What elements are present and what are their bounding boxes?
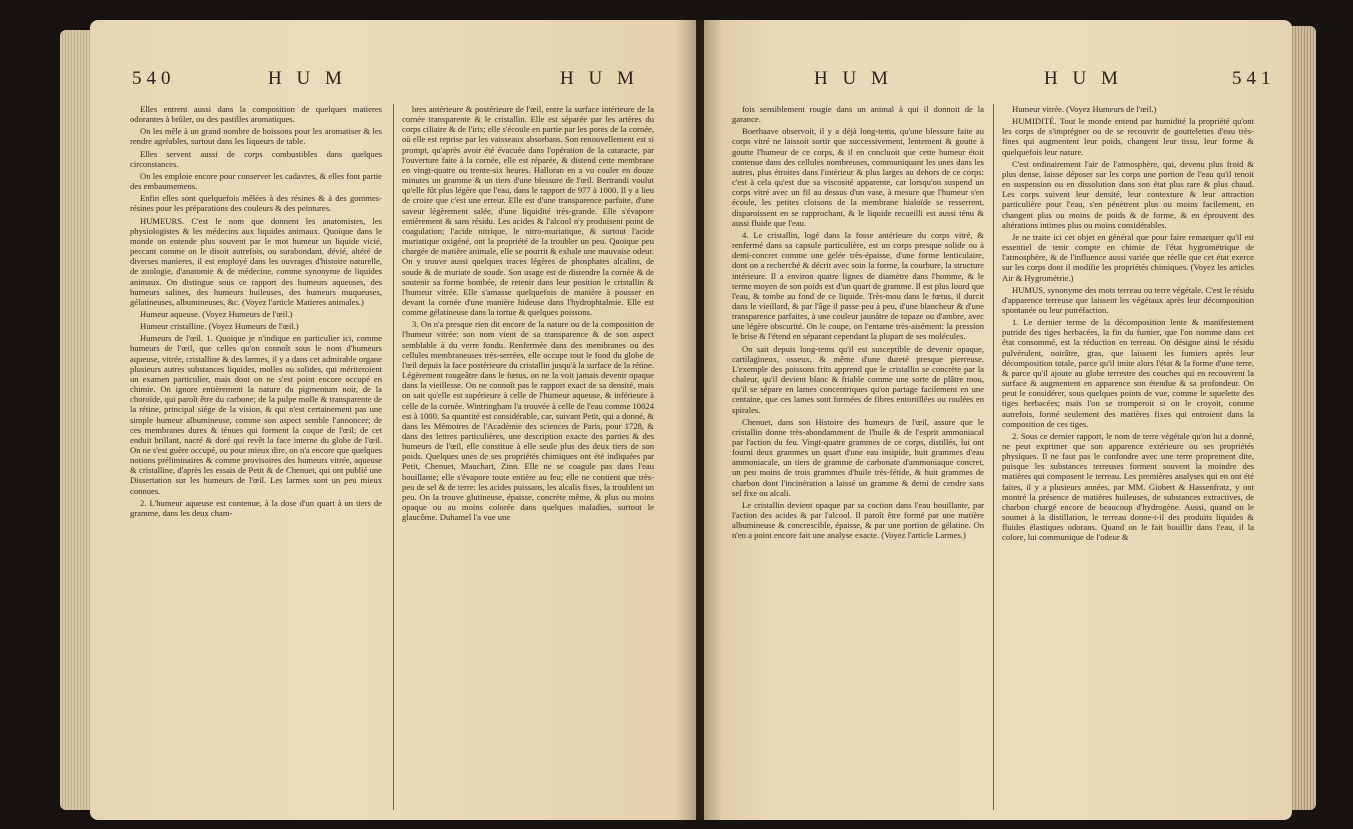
left-page-header — [90, 68, 696, 98]
left-page-edges — [60, 30, 94, 810]
right-running-head-1: H U M — [814, 68, 893, 89]
text-paragraph: 4. Le cristallin, logé dans la fosse antérieure du corps vitré, & renfermé dans sa capsule particulière, est un corps presque solide ou à demi-concret comme une gelée très-épaisse, d'une forme lenticulaire, dont on a recherché & décrit avec soin la forme, la courbure, la structure intérieure. Il a environ quatre lignes de diamètre dans l'homme, & le terme moyen de son poids est d'un quart de gramme. Il est plus lourd que l'eau, & tombe au fond de ce liquide. Très-mou dans le fœtus, il durcit dans le vieillard, & par l'âge il passe peu à peu, d'une blancheur & d'une transparence parfaites, à une couleur jaunâtre de topaze ou d'ambre, avec une légère obscurité. On le coupe, on l'entame très-aisément: la pression le brise & l'étend en séparant cependant la plupart de ses molécules. — [732, 229, 984, 342]
text-paragraph: On les emploie encore pour conserver les cadavres, & elles font partie des embaumemens. — [130, 170, 382, 192]
text-paragraph: Enfin elles sont quelquefois mêlées à des résines & à des gommes-résines pour les préparations des couleurs & des peintures. — [130, 193, 382, 214]
text-paragraph: Humeur vitrée. (Voyez Humeurs de l'œil.) — [1012, 104, 1157, 114]
text-paragraph: Chenuet, dans son Histoire des humeurs de l'œil, assure que le cristallin donne très-abondamment de l'huile & de l'esprit ammoniacal par l'action du feu. Vingt-quatre grammes de ce corps, distillés, lui ont fourni deux grammes un quart d'une eau insipide, huit grammes d'eau ammoniacale, un tiers de gramme de carbonate d'ammoniaque concret, un peu moins de trois grammes d'huile très-fétide, & huit grammes de charbon dont l'incinération a laissé un gramme & demi de cendre sans sel fixe ou alcali. — [732, 416, 984, 498]
text-paragraph: Humeurs de l'œil. 1. Quoique je n'indique en particulier ici, comme humeurs de l'œil, que celles qu'on connoît sous le nom d'humeurs aqueuse, vitrée, cristalline & des larmes, il y a dans cet admirable organe plusieurs autres substances liquides, molles ou solides, qui mériteroient un examen particulier, mais dont on ne s'est point encore occupé en chimie. On ignore entièrement la nature du pigmentum noir, de la choroïde, qui paroît être du carbone; de la pulpe molle & transparente de la rétine, principal siége de la vision, & qui n'est certainement pas une simple humeur albumineuse, comme son aspect semble l'annoncer; de ces membranes dures & ténues qui forment la coque de l'œil; de cet enduit brillant, nacré & doré qui revêt la face interne du globe de l'œil. On ne s'est guère occupé, ou pour mieux dire, on n'a encore que quelques notions préliminaires & comme provisoires des humeurs vitrée, aqueuse & cristalline, d'après les essais de Petit & de Chenuet, qui ont publié une Dissertation sur les humeurs de l'œil. Les larmes sont un peu mieux connues. — [130, 333, 382, 496]
right-page-edges — [1290, 26, 1316, 810]
right-page-column-1 — [732, 104, 984, 543]
right-page-column-2 — [1002, 104, 1254, 545]
text-paragraph: bres antérieure & postérieure de l'œil, entre la surface intérieure de la cornée transparente & le cristallin. Elle est séparée par les artères du corps ciliaire & de l'iris; elle s'écoule en partie par les pores de la cornée, où elle est reprise par les vaisseaux absorbans. Son renouvellement est si prompt, qu'après avoir été évacuée dans l'opération de la cataracte, par l'ouverture faite à la cornée, elle est réparée, & distend cette membrane en vingt-quatre ou trente-six heures. Halloran en a vu couler en douze minutes un gramme & un tiers d'une blessure de l'œil. Bertrandi voulut qu'elle fût plus légère que l'eau, dans le rapport de 977 à 1000. Il y a lieu de croire que c'est une erreur. Elle est d'une transparence parfaite, d'une saveur légèrement salée, d'une liquidité très-grande. Elle s'évapore entièrement & sans résidu. Les acides & l'alcool n'y produisent point de coagulation; l'acide nitrique, le nitro-muriatique, & surtout l'acide muriatique oxigéné, ont la propriété de la troubler un peu. Quoique peu chargée de matière animale, elle se pourrit & exhale une mauvaise odeur. On y trouve aussi quelques traces légères de phosphates alcalins, de soude & de muriate de soude. Son usage est de distendre la cornée & de soutenir sa forme bombée, de retenir dans leur position le cristallin & l'humeur vitrée. Elle s'amasse quelquefois de manière à pousser en devant la cornée d'une manière hideuse dans l'hydrophtalmie. Elle est comme gélatineuse dans la tortue & quelques poissons. — [402, 104, 654, 318]
left-page-number: 540 — [132, 68, 176, 89]
text-paragraph: Le cristallin devient opaque par sa coction dans l'eau bouillante, par l'action des acides & par l'alcool. Il paroît être formé par une matière albumineuse & concrescible, épaisse, & par une portion de gélatine. On n'en a point encore fait une analyse exacte. (Voyez l'article Larmes.) — [732, 499, 984, 541]
text-paragraph: On les mêle à un grand nombre de boissons pour les aromatiser & les rendre agréables, surtout dans les liqueurs de table. — [130, 126, 382, 147]
right-page — [704, 20, 1292, 820]
text-paragraph: fois sensiblement rougie dans un animal à qui il donnoit de la garance. — [732, 104, 984, 125]
text-paragraph: Boerhaave observoit, il y a déjà long-tems, qu'une blessure faite au corps vitré ne laissoit sortir que successivement, lentement & goutte à goutte l'humeur de ce corps, & il en concluoit que cette humeur étoit contenue dans des cellules nombreuses, communiquant les unes dans les autres, plus étroites dans l'intérieur & plus larges au dehors de ce corps: c'est à cela qu'est due sa viscosité apparente, car lorsqu'on suspend un corps vitré avec un fil au dessus d'un vase, à mesure que l'humeur s'en écoule, les petites cloisons de la membrane hialoïde se resserrent, disparoissent en se rapprochant, & le liquide recueilli est aussi ténu & aussi fluide que l'eau. — [732, 126, 984, 228]
left-page-column-rule — [393, 104, 394, 810]
text-paragraph: 2. Sous ce dernier rapport, le nom de terre végétale qu'on lui a donné, ne peut exprimer que son apparence extérieure ou ses propriétés physiques. Il ne faut pas le confondre avec une terre proprement dite, puisque les substances terreuses forment souvent la moindre des matières qui composent le terreau. Les premières analyses qui en ont été faites, il y a plusieurs années, par MM. Giobert & Hassenfratz, y ont montré la présence de matières huileuses, de substances extractives, de charbon chargé encore de beaucoup d'hydrogène. Aussi, quand on le soumet à la distillation, le terreau donne-t-il des produits liquides & fluides élastiques odorans. Quand on le fait bouillir dans l'eau, il la colore, lui communique de l'odeur & — [1002, 430, 1254, 543]
text-paragraph: Elles servent aussi de corps combustibles dans quelques circonstances. — [130, 148, 382, 169]
text-paragraph: 1. Le dernier terme de la décomposition lente & manifestement putride des tiges herbacées, la fin du fumier, que l'on nomme dans cet état consommé, est la réduction en terreau. On désigne ainsi le résidu pulvérulent, noirâtre, gras, que laissent les fumiers après leur décomposition totale, parce qu'il imite alors l'état & la forme d'une terre, & parce qu'il ajoute au globe terrestre des couches qui en recouvrent la surface & augmentent en apparence son étendue & sa profondeur. On peut le considérer, sous quelques points de vue, comme le squelette des tiges herbacées; mais l'on se tromperoit si on le croyoit, comme autrefois, formé seulement des matières fixes qui entroient dans la composition de ces tiges. — [1002, 317, 1254, 429]
text-paragraph: HUMUS, synonyme des mots terreau ou terre végétale. C'est le résidu d'apparence terreuse que laissent les végétaux après leur décomposition spontanée ou leur putréfaction. — [1002, 284, 1254, 315]
text-paragraph: Je ne traite ici cet objet en général que pour faire remarquer qu'il est essentiel de tenir compte en chimie de l'état hygrométrique de l'atmosphère, & de l'influence aussi variée que réelle que cet état exerce sur les corps dont il modifie les propriétés chimiques. (Voyez les articles Air & Hygrométrie.) — [1002, 231, 1254, 283]
left-running-head-2: H U M — [560, 68, 639, 89]
text-paragraph: HUMIDITÉ. Tout le monde entend par humidité la propriété qu'ont les corps de s'imprégner ou de se recouvrir de gouttelettes d'eau très-fines qui augmentent leur poids, changent leur tissu, leur forme & quelquefois leur nature. — [1002, 116, 1254, 157]
text-paragraph: HUMEURS. C'est le nom que donnent les anatomistes, les physiologistes & les médecins aux liquides animaux. Quoique dans le monde on entende plus souvent par le mot humeur un liquide vicié, peccant comme on le disoit autrefois, ou surabondant, dévié, altéré de diverses manieres, il est employé dans les ouvrages d'histoire naturelle, de zoologie, d'anatomie & de médecine, comme synonyme de liquides animaux. On distingue sous ce rapport des humeurs aqueuses, des humeurs salines, des humeurs huileuses, des humeurs muqueuses, gélatineuses, albumineuses, &c. (Voyez l'article Matieres animales.) — [130, 215, 382, 307]
left-page-column-1 — [130, 104, 382, 520]
left-page-column-2 — [402, 104, 654, 524]
left-running-head-1: H U M — [268, 68, 347, 89]
book-gutter — [676, 20, 722, 820]
text-paragraph: On sait depuis long-tems qu'il est susceptible de devenir opaque, cartilagineux, osseux, & même d'une dureté presque pierreuse. L'exemple des poissons frits apprend que le cristallin se concrète par la chaleur, qu'il devient blanc & friable comme une sorte de plâtre mou, qu'il se sépare en lames concentriques qu'on partage facilement en une centaine, que ces lames sont formées de fibres entortillées ou roulées en spirales. — [732, 343, 984, 415]
text-paragraph: 2. L'humeur aqueuse est contenue, à la dose d'un quart à un tiers de gramme, dans les deux cham- — [130, 497, 382, 518]
text-paragraph: Humeur cristalline. (Voyez Humeurs de l'œil.) — [140, 321, 299, 332]
text-paragraph: Elles entrent aussi dans la composition de quelques matieres odorantes à brûler, ou des pastilles aromatiques. — [130, 104, 382, 125]
text-paragraph: C'est ordinairement l'air de l'atmosphère, qui, devenu plus froid & plus dense, laisse déposer sur les corps une portion de l'eau qu'il tenoit en suspension ou en dissolution dans son état plus rare & plus chaud. Les corps suivent leur densité, leur contexture & leur attraction particulière pour l'eau, s'en pénètrent plus ou moins facilement, en changent plus ou moins de poids & de forme, & en éprouvent des altérations intimes plus ou moins considérables. — [1002, 158, 1254, 230]
text-paragraph: Humeur aqueuse. (Voyez Humeurs de l'œil.) — [140, 308, 293, 319]
right-running-head-2: H U M — [1044, 68, 1123, 89]
text-paragraph: 3. On n'a presque rien dit encore de la nature ou de la composition de l'humeur vitrée: son nom vient de sa transparence & de son aspect semblable à du verre fondu. Renfermée dans des membranes ou des cellules membraneuses très-serrées, elle occupe tout le fond du globe de l'œil depuis la face postérieure du cristallin jusqu'à la surface de la rétine. Légèrement rougeâtre dans le fœtus, on ne la voit jamais devenir opaque dans la vieillesse. On ne connoît pas le rapport exact de sa densité, mais on sait qu'elle est supérieure à celle de l'humeur aqueuse, & inférieure à celle de la cornée. Wintringham l'a trouvée à celle de l'eau comme 10024 est à 1000. Sa quantité est considérable, car, suivant Petit, qui a donné, & dans les Mémoires de l'Académie des sciences de Paris, pour 1728, & dans des lettres particulières, une description exacte des parties & des humeurs de l'œil, elle constitue à elle seule plus des deux tiers de son poids. Quelques unes de ses propriétés chimiques ont été indiquées par Petit, Chenuet, Mauchart, Zinn. Elle ne se coagule pas dans l'eau bouillante; elle s'évapore toute entière au feu; elle ne contient que très-peu de sel & de terre: les acides puissans, les alcalis fixes, la troublent un peu. On la trouve glutineuse, épaisse, concrète même, & plus ou moins opaque ou au moins colorée dans quelques maladies, surtout le glaucôme. Duhamel l'a vue une — [402, 319, 654, 523]
right-page-column-rule — [993, 104, 994, 810]
left-page — [90, 20, 696, 820]
right-page-number: 541 — [1232, 68, 1276, 89]
right-page-header — [704, 68, 1292, 98]
